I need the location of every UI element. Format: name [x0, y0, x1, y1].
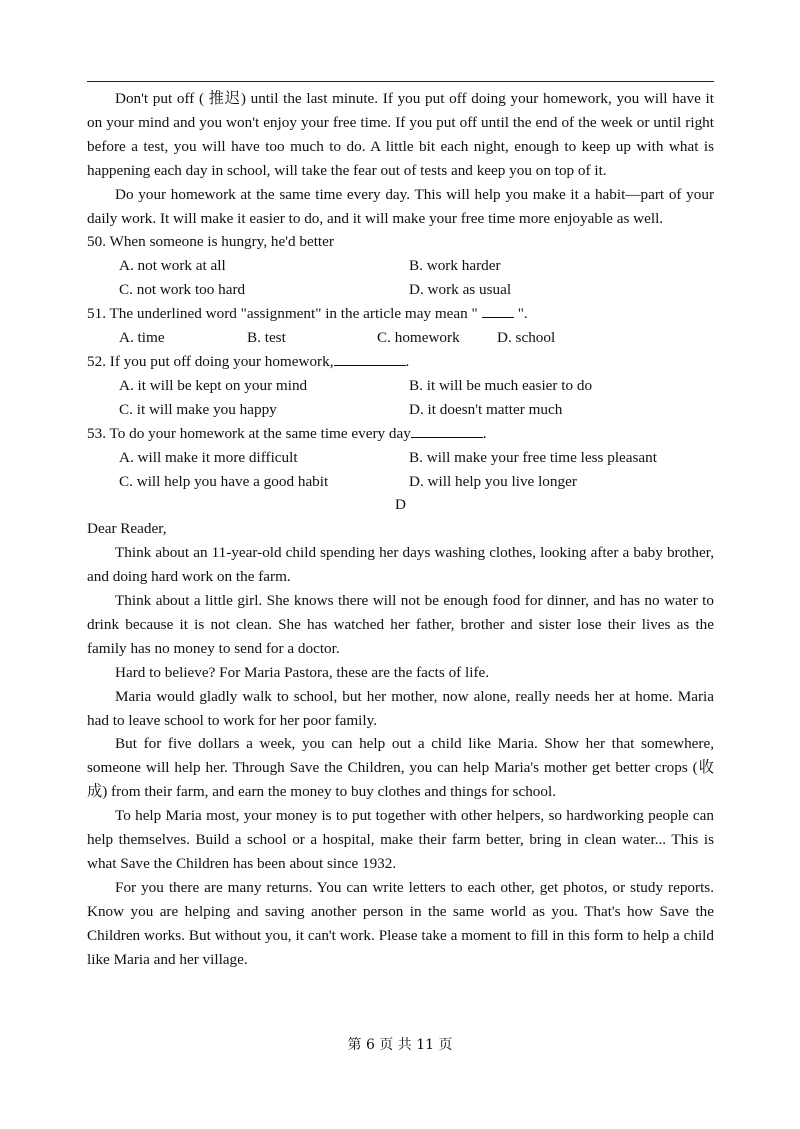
- option-d: D. it doesn't matter much: [409, 400, 563, 418]
- question-stem: [87, 350, 714, 374]
- letter-paragraph: Hard to believe? For Maria Pastora, these are the facts of life.: [115, 663, 490, 681]
- answer-blank: [334, 350, 406, 366]
- option-d: D. school: [497, 329, 556, 347]
- option-b: B. will make your free time less pleasant: [409, 448, 657, 466]
- letter-paragraph: To help Maria most, your money is to put together with other helpers, so hardworking people can help themselves. Build a school or a hospital, make their farm better, bring in clean water... This is what Save the Children has been about since 1932.: [87, 807, 714, 872]
- option-b: B. it will be much easier to do: [409, 376, 593, 394]
- question-52: [87, 350, 714, 422]
- option-a: A. it will be kept on your mind: [119, 376, 308, 394]
- option-d: D. work as usual: [409, 281, 512, 299]
- option-d: D. will help you live longer: [409, 472, 577, 490]
- option-c: C. homework: [377, 329, 460, 347]
- letter-paragraph: Maria would gladly walk to school, but her mother, now alone, really needs her at home. Maria had to leave school to work for her poor family.: [87, 687, 714, 729]
- option-b: B. test: [247, 329, 286, 347]
- letter-paragraph: Think about an 11-year-old child spending her days washing clothes, looking after a baby brother, and doing hard work on the farm.: [87, 544, 714, 586]
- question-stem-start: 52. If you put off doing your homework,: [87, 352, 334, 370]
- question-stem: [87, 422, 714, 446]
- question-stem-end: .: [405, 352, 410, 370]
- option-b: B. work harder: [409, 257, 501, 275]
- letter-paragraph: For you there are many returns. You can write letters to each other, get photos, or study reports. Know you are helping and saving another person in the same world as you. That's how Save the Children works. But without you, it can't work. Please take a moment to fill in this form to help a child like Maria and her village.: [87, 878, 714, 968]
- section-label: D: [395, 496, 406, 514]
- question-stem-end: .: [482, 424, 487, 442]
- question-stem-start: 53. To do your homework at the same time every day: [87, 424, 411, 442]
- question-51: [87, 302, 714, 350]
- option-a: A. time: [119, 329, 165, 347]
- option-a: A. will make it more difficult: [119, 448, 298, 466]
- letter-paragraph: Think about a little girl. She knows there will not be enough food for dinner, and has no water to drink because it is not clean. She has watched her father, brother and sister lose their lives as the family has no money to send for a doctor.: [87, 592, 714, 657]
- letter-paragraph: But for five dollars a week, you can help out a child like Maria. Show her that somewhere, someone will help her. Through Save the Children, you can help Maria's mother get better crops (收成) from their farm, and earn the money to buy clothes and things for school.: [87, 735, 714, 801]
- option-c: C. will help you have a good habit: [119, 472, 329, 490]
- header-rule: [87, 81, 714, 82]
- question-stem-start: 51. The underlined word "assignment" in the article may mean ": [87, 305, 478, 323]
- option-a: A. not work at all: [119, 257, 226, 275]
- page-number: 第 6 页 共 11 页: [347, 1037, 453, 1053]
- option-c: C. it will make you happy: [119, 400, 277, 418]
- question-stem: [87, 302, 714, 326]
- passage-paragraph: Don't put off ( 推迟) until the last minute. If you put off doing your homework, you will have it on your mind and you won't enjoy your free time. If you put off until the end of the week or until right before a test, you will have too much to do. A little bit each night, enough to keep up with what is happening each day in school, will take the fear out of tests and keep you on top of it.: [87, 90, 714, 179]
- passage-paragraph: Do your homework at the same time every day. This will help you make it a habit—part of your daily work. It will make it easier to do, and it will make your free time more enjoyable as well.: [87, 185, 714, 227]
- question-53: [87, 422, 714, 494]
- answer-blank: [482, 302, 514, 318]
- question-stem-end: ".: [517, 305, 528, 323]
- page-body: [87, 87, 714, 972]
- option-c: C. not work too hard: [119, 281, 246, 299]
- letter-salutation: Dear Reader,: [87, 520, 167, 538]
- question-stem: 50. When someone is hungry, he'd better: [87, 233, 334, 251]
- answer-blank: [411, 422, 483, 438]
- question-50: [87, 230, 714, 302]
